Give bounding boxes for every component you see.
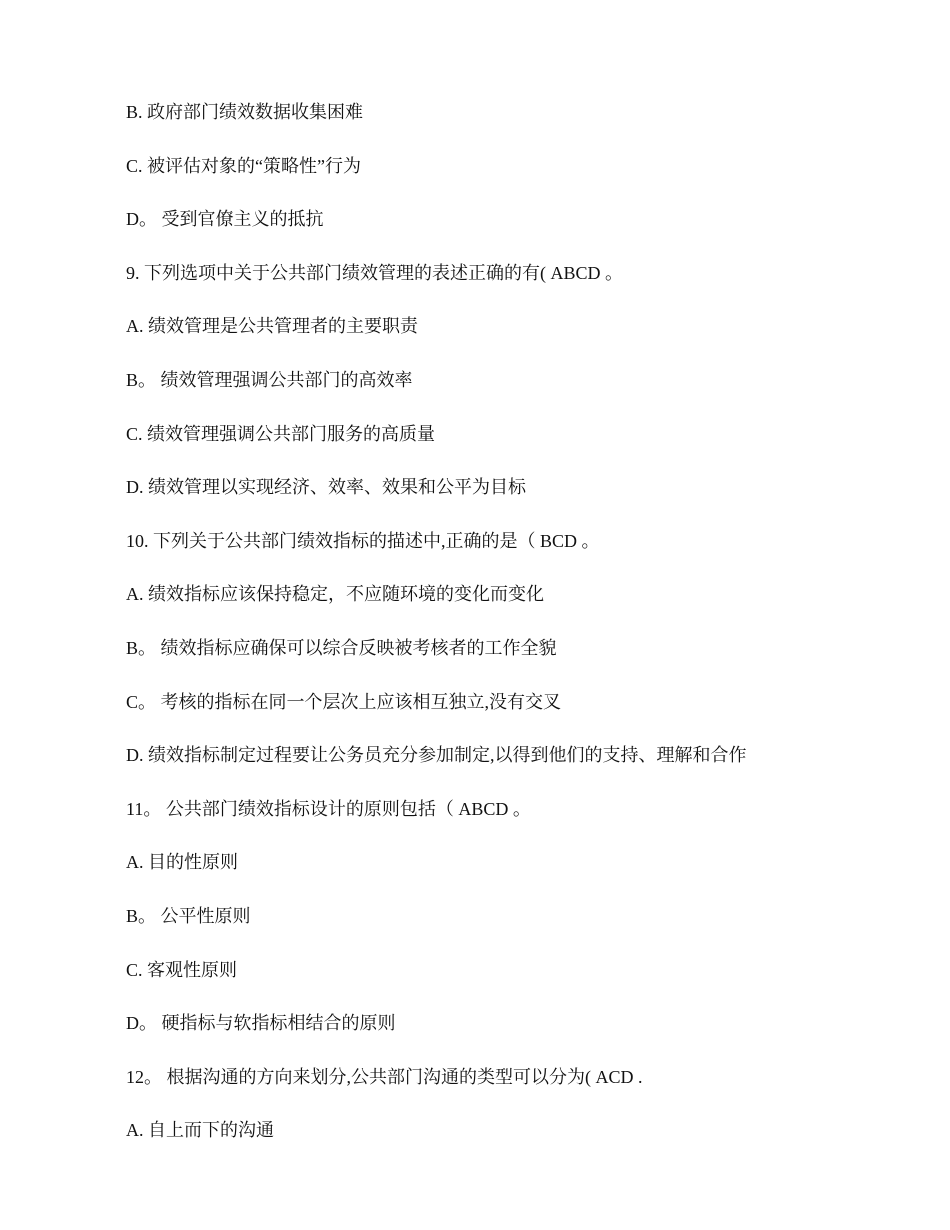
question-9: 9. 下列选项中关于公共部门绩效管理的表述正确的有( ABCD 。	[126, 262, 624, 283]
option-d-q8: D。 受到官僚主义的抵抗	[126, 209, 324, 230]
option-c-q8: C. 被评估对象的“策略性”行为	[126, 155, 361, 176]
option-c-q10: C。 考核的指标在同一个层次上应该相互独立,没有交叉	[126, 691, 562, 712]
option-a-q11: A. 目的性原则	[126, 852, 238, 873]
option-c-q9: C. 绩效管理强调公共部门服务的高质量	[126, 423, 436, 444]
option-a-q12: A. 自上而下的沟通	[126, 1120, 274, 1141]
option-d-q11: D。 硬指标与软指标相结合的原则	[126, 1013, 396, 1034]
option-c-q11: C. 客观性原则	[126, 959, 238, 980]
document-body	[126, 98, 906, 1170]
option-b-q9: B。 绩效管理强调公共部门的高效率	[126, 369, 413, 390]
option-b-q11: B。 公平性原则	[126, 905, 251, 926]
question-10: 10. 下列关于公共部门绩效指标的描述中,正确的是（ BCD 。	[126, 530, 600, 551]
question-11: 11。 公共部门绩效指标设计的原则包括（ ABCD 。	[126, 798, 531, 819]
option-d-q10: D. 绩效指标制定过程要让公务员充分参加制定,以得到他们的支持、理解和合作	[126, 745, 747, 766]
option-a-q9: A. 绩效管理是公共管理者的主要职责	[126, 316, 418, 337]
question-12: 12。 根据沟通的方向来划分,公共部门沟通的类型可以分为( ACD .	[126, 1066, 643, 1087]
option-d-q9: D. 绩效管理以实现经济、效率、效果和公平为目标	[126, 477, 526, 498]
option-b-q8: B. 政府部门绩效数据收集困难	[126, 102, 364, 122]
option-a-q10: A. 绩效指标应该保持稳定，不应随环境的变化而变化	[126, 584, 544, 605]
option-b-q10: B。 绩效指标应确保可以综合反映被考核者的工作全貌	[126, 637, 557, 658]
